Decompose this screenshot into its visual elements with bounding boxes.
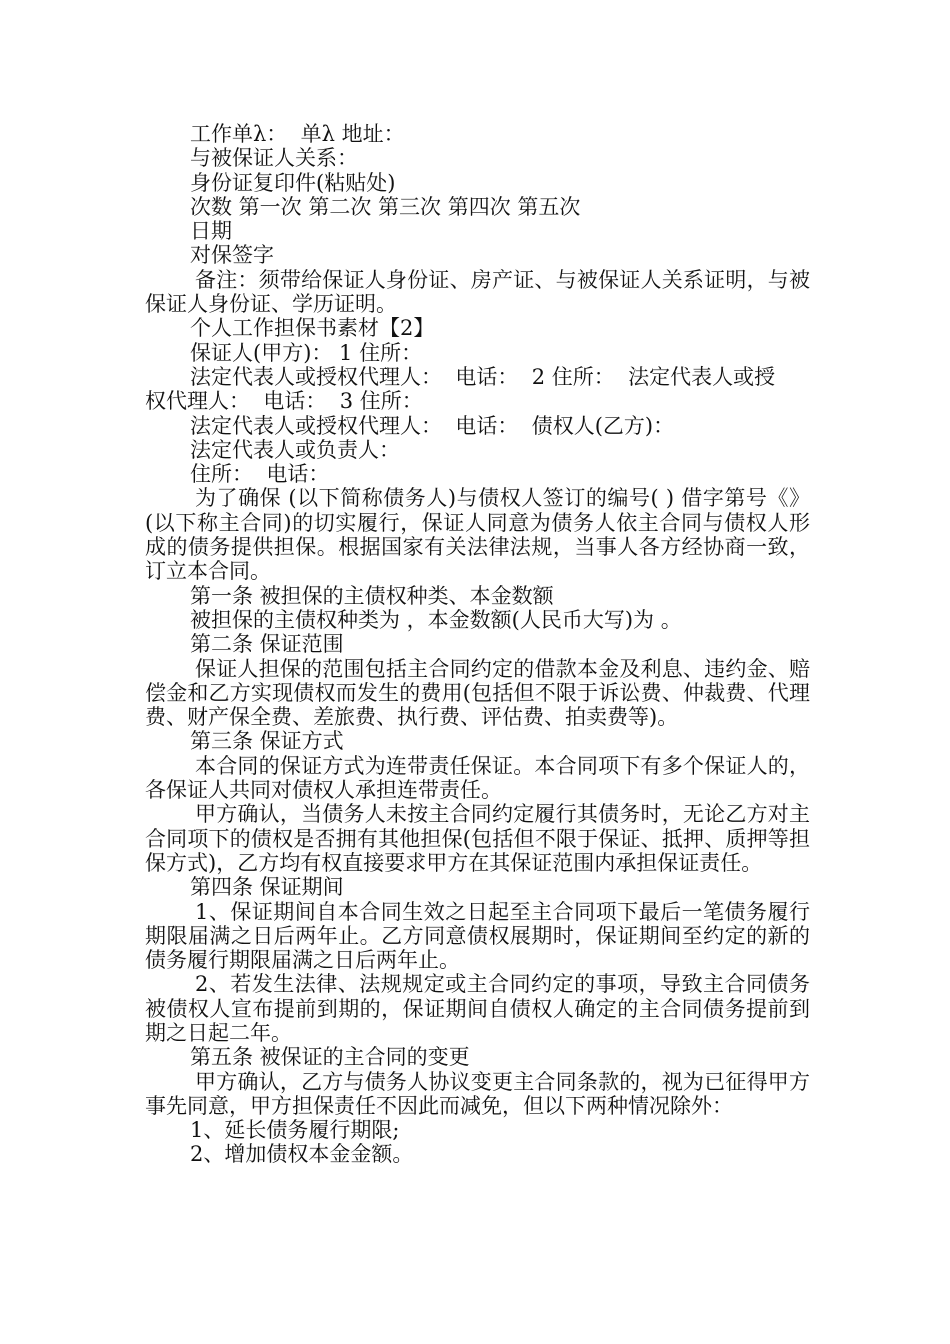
id-copy-line: 身份证复印件(粘贴处) — [190, 170, 396, 195]
work-unit-line: 工作单λ： 单λ 地址： — [190, 122, 405, 146]
date-line: 日期 — [190, 219, 232, 244]
section-title: 个人工作担保书素材【2】 — [190, 316, 435, 341]
intro-paragraph: 为了确保 (以下简称债务人)与债权人签订的编号( ) 借字第号《》(以下称主合同)的切实履行，保证人同意为债务人依主合同与债权人形成的债务提供担保。根据国家有关法律法规，当事人各方经协商一致，订立本合同。 — [145, 486, 810, 584]
guarantor-line: 保证人(甲方)： 1 住所： — [190, 340, 423, 365]
article-5-title: 第五条 被保证的主合同的变更 — [190, 1045, 470, 1070]
article-3-title: 第三条 保证方式 — [190, 729, 344, 754]
responsible-person-line: 法定代表人或负责人： — [190, 437, 400, 462]
article-4-body-1: 1、保证期间自本合同生效之日起至主合同项下最后一笔债务履行期限届满之日后两年止。乙方同意债权展期时，保证期间至约定的新的债务履行期限届满之日后两年止。 — [145, 899, 810, 973]
signature-line: 对保签字 — [190, 243, 274, 268]
article-2-body: 保证人担保的范围包括主合同约定的借款本金及利息、违约金、赔偿金和乙方实现债权而发生的费用(包括但不限于诉讼费、仲裁费、代理费、财产保全费、差旅费、执行费、评估费、拍卖费等)。 — [145, 656, 810, 730]
article-3-body-2: 甲方确认，当债务人未按主合同约定履行其债务时，无论乙方对主合同项下的债权是否拥有其他担保(包括但不限于保证、抵押、质押等担保方式)，乙方均有权直接要求甲方在其保证范围内承担保证责任。 — [145, 802, 810, 875]
article-1-body: 被担保的主债权种类为 ，本金数额(人民币大写)为 。 — [190, 607, 682, 632]
representative-line-cont: 权代理人： 电话： 3 住所： — [145, 389, 423, 414]
article-5-item-1: 1、延长债务履行期限; — [190, 1118, 400, 1143]
article-4-title: 第四条 保证期间 — [190, 875, 344, 900]
representative-line: 法定代表人或授权代理人： 电话： 2 住所： 法定代表人或授 — [190, 364, 776, 389]
article-5-item-2: 2、增加债权本金金额。 — [190, 1142, 414, 1167]
document-page — [145, 122, 810, 1167]
article-3-body-1: 本合同的保证方式为连带责任保证。本合同项下有多个保证人的，各保证人共同对债权人承担连带责任。 — [145, 753, 810, 803]
note-paragraph: 备注：须带给保证人身份证、房产证、与被保证人关系证明，与被保证人身份证、学历证明。 — [145, 267, 810, 317]
relation-line: 与被保证人关系： — [190, 146, 358, 171]
article-4-body-2: 2、若发生法律、法规规定或主合同约定的事项，导致主合同债务被债权人宣布提前到期的，保证期间自债权人确定的主合同债务提前到期之日起二年。 — [145, 972, 810, 1045]
article-2-title: 第二条 保证范围 — [190, 632, 344, 657]
article-5-body: 甲方确认，乙方与债务人协议变更主合同条款的，视为已征得甲方事先同意，甲方担保责任不因此而减免，但以下两种情况除外： — [145, 1069, 810, 1118]
creditor-line: 法定代表人或授权代理人： 电话： 债权人(乙方)： — [190, 413, 675, 438]
address-phone-line: 住所： 电话： — [190, 462, 330, 487]
article-1-title: 第一条 被担保的主债权种类、本金数额 — [190, 583, 554, 608]
times-row: 次数 第一次 第二次 第三次 第四次 第五次 — [190, 194, 581, 219]
